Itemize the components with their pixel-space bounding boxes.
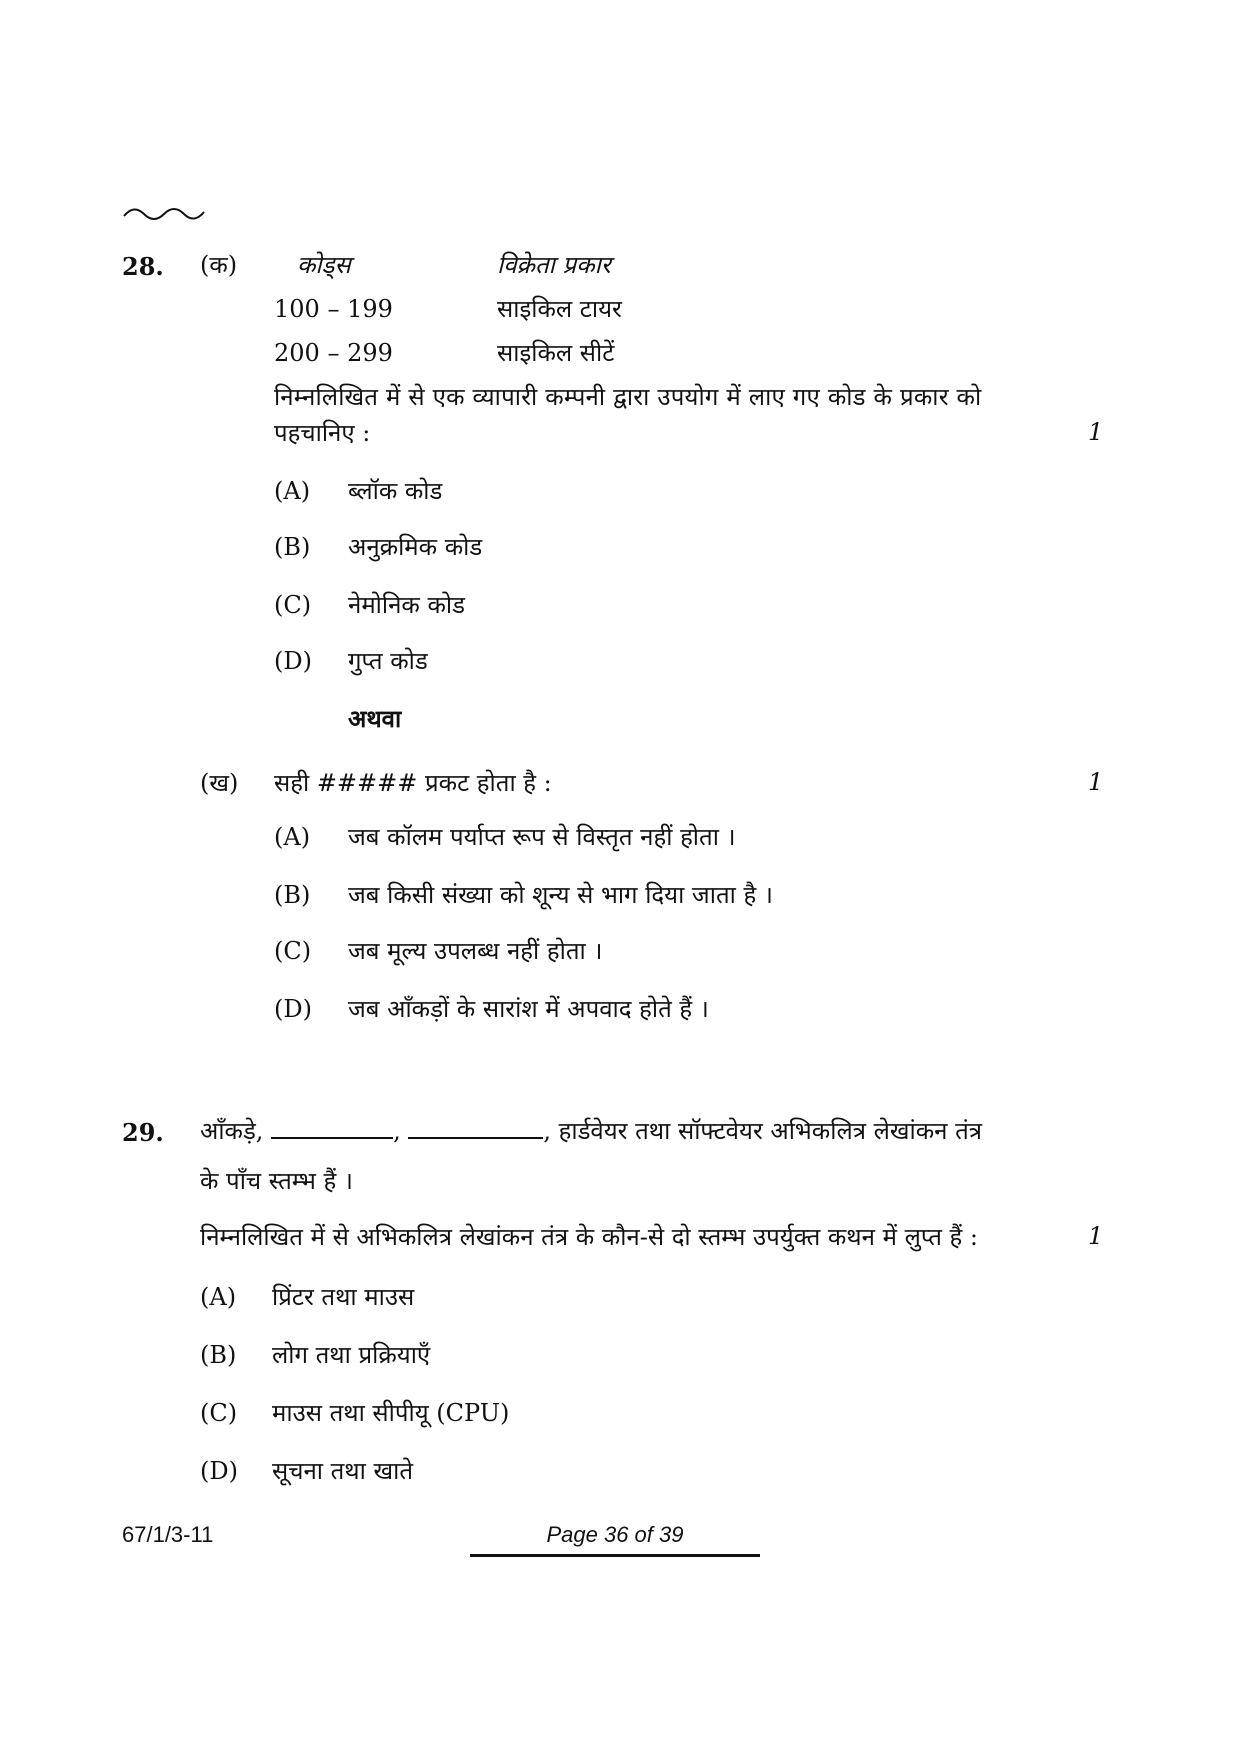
statement-start: आँकड़े, bbox=[200, 1117, 264, 1145]
question-number-29: 29. bbox=[122, 1118, 164, 1147]
question-text-line1: निम्नलिखित में से एक व्यापारी कम्पनी द्वारा उपयोग में लाए गए कोड के प्रकार को bbox=[274, 383, 982, 411]
table-cell: 100 – 199 bbox=[274, 295, 393, 323]
option-label: (D) bbox=[274, 995, 312, 1023]
statement-line2: के पाँच स्तम्भ हैं । bbox=[200, 1167, 353, 1195]
option-label: (D) bbox=[200, 1457, 238, 1485]
part-b-question: सही ##### प्रकट होता है : bbox=[274, 769, 552, 797]
option-label: (B) bbox=[274, 881, 311, 909]
marks-q29: 1 bbox=[1088, 1222, 1104, 1250]
question-text: निम्नलिखित में से अभिकलित्र लेखांकन तंत्र के कौन-से दो स्तम्भ उपर्युक्त कथन में लुप्त हैं : bbox=[200, 1223, 979, 1251]
option-text: सूचना तथा खाते bbox=[272, 1457, 414, 1485]
question-text-line2: पहचानिए : bbox=[274, 419, 371, 447]
footer-rule bbox=[470, 1554, 760, 1557]
option-text: जब मूल्य उपलब्ध नहीं होता । bbox=[348, 937, 603, 965]
part-b-label: (ख) bbox=[200, 769, 239, 797]
paper-code: 67/1/3-11 bbox=[122, 1522, 214, 1547]
table-cell: साइकिल टायर bbox=[497, 295, 622, 323]
table-header-vendor: विक्रेता प्रकार bbox=[497, 251, 611, 279]
question-number-28: 28. bbox=[122, 252, 164, 281]
statement-line1 bbox=[200, 1116, 982, 1146]
blank-1 bbox=[271, 1117, 393, 1139]
table-header-codes: कोड्स bbox=[297, 251, 351, 279]
option-text: प्रिंटर तथा माउस bbox=[272, 1283, 415, 1311]
statement-end: , हार्डवेयर तथा सॉफ्टवेयर अभिकलित्र लेखांकन तंत्र bbox=[543, 1117, 983, 1145]
statement-comma: , bbox=[393, 1117, 401, 1145]
table-cell: साइकिल सीटें bbox=[497, 339, 615, 367]
option-text: जब किसी संख्या को शून्य से भाग दिया जाता है । bbox=[348, 881, 773, 909]
wave-mark bbox=[122, 200, 212, 224]
marks-q28a: 1 bbox=[1088, 418, 1104, 446]
option-label: (A) bbox=[274, 823, 311, 851]
option-text: गुप्त कोड bbox=[348, 647, 428, 675]
marks-q28b: 1 bbox=[1088, 768, 1104, 796]
option-text: लोग तथा प्रक्रियाएँ bbox=[272, 1341, 431, 1369]
option-text: जब कॉलम पर्याप्त रूप से विस्तृत नहीं होता । bbox=[348, 823, 736, 851]
option-text: नेमोनिक कोड bbox=[348, 591, 465, 619]
option-label: (C) bbox=[200, 1399, 238, 1427]
option-label: (A) bbox=[274, 477, 311, 505]
option-label: (B) bbox=[200, 1341, 237, 1369]
option-text: ब्लॉक कोड bbox=[348, 477, 443, 505]
option-text: जब आँकड़ों के सारांश में अपवाद होते हैं । bbox=[348, 995, 709, 1023]
blank-2 bbox=[408, 1117, 543, 1139]
option-label: (A) bbox=[200, 1283, 237, 1311]
option-label: (B) bbox=[274, 533, 311, 561]
option-text: अनुक्रमिक कोड bbox=[348, 533, 483, 561]
or-text: अथवा bbox=[348, 704, 402, 733]
option-label: (C) bbox=[274, 591, 312, 619]
table-cell: 200 – 299 bbox=[274, 339, 393, 367]
option-label: (D) bbox=[274, 647, 312, 675]
part-a-label: (क) bbox=[200, 251, 238, 279]
page-number: Page 36 of 39 bbox=[546, 1522, 684, 1547]
option-text: माउस तथा सीपीयू (CPU) bbox=[272, 1399, 510, 1427]
option-label: (C) bbox=[274, 937, 312, 965]
